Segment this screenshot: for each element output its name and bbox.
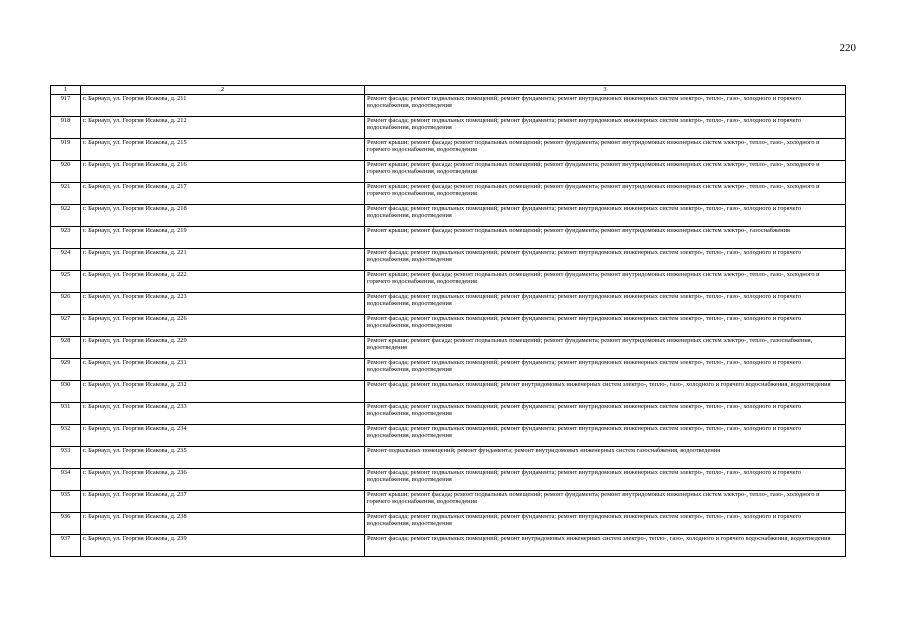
table-row — [51, 512, 846, 534]
row-number: 925 — [51, 270, 81, 292]
row-number: 927 — [51, 314, 81, 336]
row-works: Ремонт крыши; ремонт фасада; ремонт подвальных помещений; ремонт фундамента; ремонт внутридомовых инженерных систем электро-, тепло-, газоснабжения, водоотведения — [365, 336, 846, 358]
row-works: Ремонт подвальных помещений; ремонт фундамента; ремонт внутридомовых инженерных систем газоснабжения, водоотведения — [365, 446, 846, 468]
registry-table — [50, 85, 846, 557]
row-number: 923 — [51, 226, 81, 248]
row-works: Ремонт фасада; ремонт подвальных помещений; ремонт фундамента; ремонт внутридомовых инженерных систем электро-, тепло-, газо-, холодного и горячего водоснабжения, водоотведения — [365, 314, 846, 336]
row-address: г. Барнаул, ул. Георгия Исакова, д. 219 — [81, 226, 365, 248]
row-number: 933 — [51, 446, 81, 468]
table-row — [51, 534, 846, 556]
row-address: г. Барнаул, ул. Георгия Исакова, д. 229 — [81, 336, 365, 358]
table-row — [51, 446, 846, 468]
row-address: г. Барнаул, ул. Георгия Исакова, д. 222 — [81, 270, 365, 292]
row-address: г. Барнаул, ул. Георгия Исакова, д. 239 — [81, 534, 365, 556]
table-row — [51, 336, 846, 358]
row-number: 928 — [51, 336, 81, 358]
row-number: 918 — [51, 116, 81, 138]
row-address: г. Барнаул, ул. Георгия Исакова, д. 235 — [81, 446, 365, 468]
table-row — [51, 116, 846, 138]
row-works: Ремонт фасада; ремонт подвальных помещений; ремонт фундамента; ремонт внутридомовых инженерных систем электро-, тепло-, газо-, холодного и горячего водоснабжения, водоотведения — [365, 512, 846, 534]
row-works: Ремонт крыши; ремонт фасада; ремонт подвальных помещений; ремонт фундамента; ремонт внутридомовых инженерных систем электро-, тепло-, газо-, холодного и горячего водоснабжения, водоотведения — [365, 182, 846, 204]
row-address: г. Барнаул, ул. Георгия Исакова, д. 237 — [81, 490, 365, 512]
table-row — [51, 182, 846, 204]
row-address: г. Барнаул, ул. Георгия Исакова, д. 217 — [81, 182, 365, 204]
row-address: г. Барнаул, ул. Георгия Исакова, д. 215 — [81, 138, 365, 160]
table-row — [51, 380, 846, 402]
table-row — [51, 204, 846, 226]
row-works: Ремонт фасада; ремонт подвальных помещений; ремонт фундамента; ремонт внутридомовых инженерных систем электро-, тепло-, газо-, холодного и горячего водоснабжения, водоотведения — [365, 292, 846, 314]
row-number: 926 — [51, 292, 81, 314]
row-works: Ремонт фасада; ремонт подвальных помещений; ремонт фундамента; ремонт внутридомовых инженерных систем электро-, тепло-, газо-, холодного и горячего водоснабжения, водоотведения — [365, 424, 846, 446]
table-row — [51, 490, 846, 512]
row-address: г. Барнаул, ул. Георгия Исакова, д. 216 — [81, 160, 365, 182]
row-works: Ремонт крыши; ремонт фасада; ремонт подвальных помещений; ремонт фундамента; ремонт внутридомовых инженерных систем электро-, газоснабжения — [365, 226, 846, 248]
row-works: Ремонт крыши; ремонт фасада; ремонт подвальных помещений; ремонт фундамента; ремонт внутридомовых инженерных систем электро-, тепло-, газо-, холодного и горячего водоснабжения, водоотведения — [365, 160, 846, 182]
row-number: 919 — [51, 138, 81, 160]
table-row — [51, 424, 846, 446]
row-address: г. Барнаул, ул. Георгия Исакова, д. 221 — [81, 248, 365, 270]
row-works: Ремонт крыши; ремонт фасада; ремонт подвальных помещений; ремонт фундамента; ремонт внутридомовых инженерных систем электро-, тепло-, газо-, холодного и горячего водоснабжения, водоотведения — [365, 138, 846, 160]
row-address: г. Барнаул, ул. Георгия Исакова, д. 218 — [81, 204, 365, 226]
row-address: г. Барнаул, ул. Георгия Исакова, д. 238 — [81, 512, 365, 534]
table-row — [51, 402, 846, 424]
table-row — [51, 468, 846, 490]
row-works: Ремонт крыши; ремонт фасада; ремонт подвальных помещений; ремонт фундамента; ремонт внутридомовых инженерных систем электро-, тепло-, газо-, холодного и горячего водоснабжения, водоотведения — [365, 490, 846, 512]
row-address: г. Барнаул, ул. Георгия Исакова, д. 231 — [81, 358, 365, 380]
row-address: г. Барнаул, ул. Георгия Исакова, д. 236 — [81, 468, 365, 490]
row-works: Ремонт фасада; ремонт подвальных помещений; ремонт фундамента; ремонт внутридомовых инженерных систем электро-, тепло-, газо-, холодного и горячего водоснабжения, водоотведения — [365, 468, 846, 490]
table-row — [51, 358, 846, 380]
row-works: Ремонт фасада; ремонт подвальных помещений; ремонт фундамента; ремонт внутридомовых инженерных систем электро-, тепло-, газо-, холодного и горячего водоснабжения, водоотведения — [365, 358, 846, 380]
table-row — [51, 138, 846, 160]
row-number: 920 — [51, 160, 81, 182]
column-header-works: 3 — [365, 86, 846, 95]
row-works: Ремонт крыши; ремонт фасада; ремонт подвальных помещений; ремонт фундамента; ремонт внутридомовых инженерных систем электро-, тепло-, газо-, холодного и горячего водоснабжения, водоотведения — [365, 270, 846, 292]
row-works: Ремонт фасада; ремонт подвальных помещений; ремонт фундамента; ремонт внутридомовых инженерных систем электро-, тепло-, газо-, холодного и горячего водоснабжения, водоотведения — [365, 204, 846, 226]
table-body — [51, 94, 846, 556]
row-works: Ремонт фасада; ремонт подвальных помещений; ремонт фундамента; ремонт внутридомовых инженерных систем электро-, тепло-, газо-, холодного и горячего водоснабжения, водоотведения — [365, 402, 846, 424]
row-works: Ремонт фасада; ремонт подвальных помещений; ремонт фундамента; ремонт внутридомовых инженерных систем электро-, тепло-, газо-, холодного и горячего водоснабжения, водоотведения — [365, 94, 846, 116]
row-number: 932 — [51, 424, 81, 446]
row-address: г. Барнаул, ул. Георгия Исакова, д. 212 — [81, 116, 365, 138]
row-works: Ремонт фасада; ремонт подвальных помещений; ремонт фундамента; ремонт внутридомовых инженерных систем электро-, тепло-, газо-, холодного и горячего водоснабжения, водоотведения — [365, 248, 846, 270]
row-number: 921 — [51, 182, 81, 204]
table-row — [51, 94, 846, 116]
row-number: 917 — [51, 94, 81, 116]
row-address: г. Барнаул, ул. Георгия Исакова, д. 211 — [81, 94, 365, 116]
row-number: 924 — [51, 248, 81, 270]
row-address: г. Барнаул, ул. Георгия Исакова, д. 226 — [81, 314, 365, 336]
row-address: г. Барнаул, ул. Георгия Исакова, д. 234 — [81, 424, 365, 446]
table-row — [51, 314, 846, 336]
page-number: 220 — [839, 42, 856, 54]
row-number: 931 — [51, 402, 81, 424]
row-address: г. Барнаул, ул. Георгия Исакова, д. 232 — [81, 380, 365, 402]
row-works: Ремонт фасада; ремонт подвальных помещений; ремонт внутридомовых инженерных систем электро-, тепло-, газо-, холодного и горячего водоснабжения, водоотведения — [365, 380, 846, 402]
table-row — [51, 248, 846, 270]
row-number: 937 — [51, 534, 81, 556]
row-number: 936 — [51, 512, 81, 534]
row-number: 935 — [51, 490, 81, 512]
row-works: Ремонт фасада; ремонт подвальных помещений; ремонт фундамента; ремонт внутридомовых инженерных систем электро-, тепло-, газо-, холодного и горячего водоснабжения, водоотведения — [365, 116, 846, 138]
table-row — [51, 292, 846, 314]
row-number: 934 — [51, 468, 81, 490]
row-number: 930 — [51, 380, 81, 402]
table-row — [51, 226, 846, 248]
column-header-address: 2 — [81, 86, 365, 95]
row-number: 929 — [51, 358, 81, 380]
row-number: 922 — [51, 204, 81, 226]
table-header-row — [51, 86, 846, 95]
table-row — [51, 160, 846, 182]
row-works: Ремонт фасада; ремонт подвальных помещений; ремонт внутридомовых инженерных систем электро-, тепло-, газо-, холодного и горячего водоснабжения, водоотведения — [365, 534, 846, 556]
table-row — [51, 270, 846, 292]
row-address: г. Барнаул, ул. Георгия Исакова, д. 223 — [81, 292, 365, 314]
row-address: г. Барнаул, ул. Георгия Исакова, д. 233 — [81, 402, 365, 424]
column-header-number: 1 — [51, 86, 81, 95]
